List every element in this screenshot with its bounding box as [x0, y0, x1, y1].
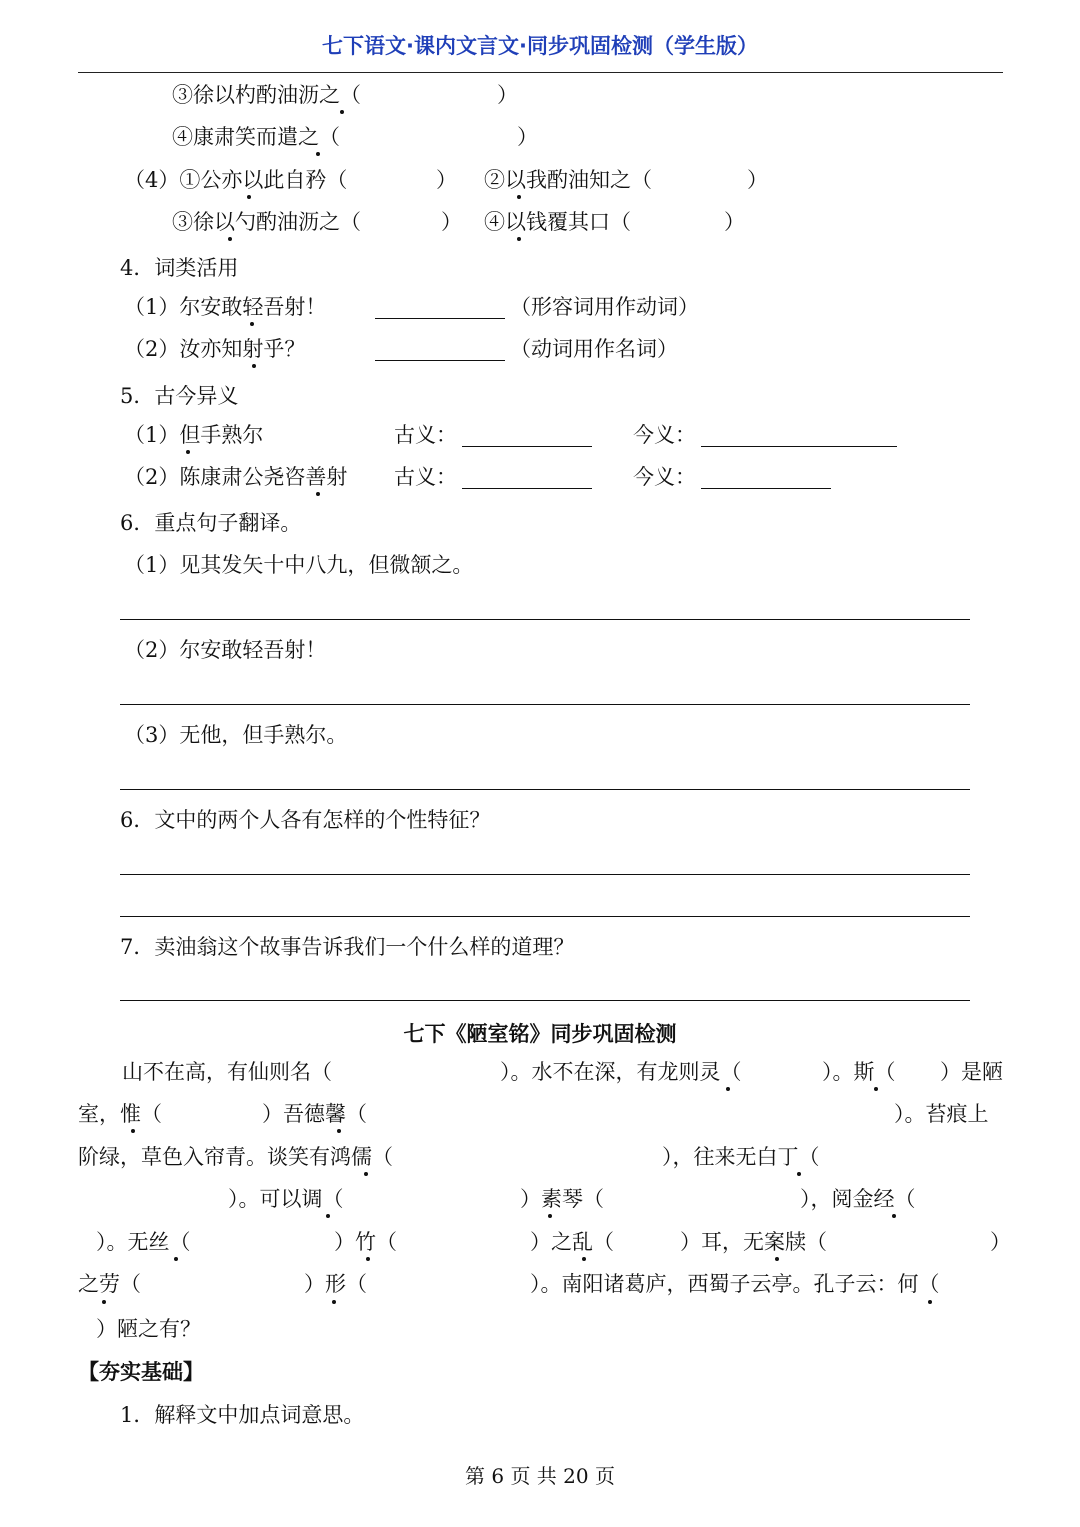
- emphasis-dot: [548, 1214, 552, 1218]
- emphasis-dot: [316, 492, 320, 496]
- q5-item2: （2）陈康肃公尧咨善射: [124, 465, 348, 489]
- emphasis-dot: [340, 110, 344, 114]
- lsm-p6b: ）形（: [304, 1272, 367, 1296]
- s3-r4-b-close: ）: [747, 168, 768, 192]
- s3-r4-b: ②以我酌油知之（: [484, 168, 652, 192]
- q6-sentence2: （2）尔安敢轻吾射！: [124, 638, 327, 662]
- s3-line1: ③徐以杓酌油沥之（: [172, 83, 361, 107]
- lsm-p5b: ）竹（: [334, 1230, 397, 1254]
- lsm-p7: ）陋之有？: [96, 1317, 201, 1341]
- q4-item1-blank[interactable]: [375, 296, 505, 319]
- q5-item1-gu-blank[interactable]: [462, 424, 592, 447]
- lsm-p1c: ）。斯（: [822, 1060, 896, 1084]
- lsm-p2c: ）。苔痕上: [894, 1102, 989, 1126]
- emphasis-dot: [928, 1300, 932, 1304]
- q6-sentence1: （1）见其发矢十中八九，但微颔之。: [124, 553, 474, 577]
- s3-line1-close: ）: [497, 83, 518, 107]
- emphasis-dot: [316, 152, 320, 156]
- q6-title: 6．重点句子翻译。: [120, 511, 302, 535]
- q5-item1-jin-blank[interactable]: [701, 424, 897, 447]
- lsm-p5d: ）耳，无案牍（: [680, 1230, 827, 1254]
- q6-answer-line3[interactable]: [120, 789, 970, 790]
- q4-item1-note: （形容词用作动词）: [510, 295, 699, 319]
- emphasis-dot: [186, 450, 190, 454]
- q5-item1-jin-label: 今义：: [633, 423, 696, 447]
- page-footer: 第 6 页 共 20 页: [465, 1464, 615, 1488]
- q6-answer-line2[interactable]: [120, 704, 970, 705]
- emphasis-dot: [775, 1257, 779, 1261]
- emphasis-dot: [250, 322, 254, 326]
- q7-title: 7．卖油翁这个故事告诉我们一个什么样的道理？: [120, 935, 575, 959]
- lsm-p5e: ）: [990, 1230, 1011, 1254]
- q6-sentence3: （3）无他，但手熟尔。: [124, 723, 348, 747]
- lsm-p5a: ）。无丝（: [96, 1230, 191, 1254]
- emphasis-dot: [582, 1257, 586, 1261]
- s3-r4-d: ④以钱覆其口（: [484, 210, 631, 234]
- lsm-p3b: ），往来无白丁（: [662, 1145, 820, 1169]
- emphasis-dot: [131, 1129, 135, 1133]
- s3-r4-c: ③徐以勺酌油沥之（: [172, 210, 361, 234]
- emphasis-dot: [797, 1172, 801, 1176]
- emphasis-dot: [892, 1214, 896, 1218]
- q4-item1: （1）尔安敢轻吾射！: [124, 295, 327, 319]
- emphasis-dot: [366, 1257, 370, 1261]
- q5-title: 5．古今异义: [120, 384, 239, 408]
- lsm-p4b: ）素琴（: [520, 1187, 604, 1211]
- q6b-title: 6．文中的两个人各有怎样的个性特征？: [120, 808, 491, 832]
- s3-r4-c-close: ）: [441, 210, 462, 234]
- emphasis-dot: [102, 1300, 106, 1304]
- lsm-p4a: ）。可以调（: [228, 1187, 344, 1211]
- lsm-p5c: ）之乱（: [530, 1230, 614, 1254]
- emphasis-dot: [726, 1087, 730, 1091]
- lsm-q1: 1．解释文中加点词意思。: [120, 1403, 365, 1427]
- q4-item2-blank[interactable]: [375, 338, 505, 361]
- emphasis-dot: [326, 1214, 330, 1218]
- emphasis-dot: [874, 1087, 878, 1091]
- page-header: 七下语文·课内文言文·同步巩固检测（学生版）: [322, 34, 758, 58]
- q6-answer-line1[interactable]: [120, 619, 970, 620]
- q5-item1-gu-label: 古义：: [394, 423, 457, 447]
- lsm-p1a: 山不在高，有仙则名（: [122, 1060, 332, 1084]
- lsm-p2b: ）吾德馨（: [262, 1102, 367, 1126]
- s3-line2-close: ）: [517, 125, 538, 149]
- lsm-p6c: ）。南阳诸葛庐，西蜀子云亭。孔子云：何（: [530, 1272, 940, 1296]
- q7-answer-line[interactable]: [120, 1000, 970, 1001]
- s3-r4-a-close: ）: [436, 168, 457, 192]
- emphasis-dot: [228, 237, 232, 241]
- lsm-title: 七下《陋室铭》同步巩固检测: [403, 1021, 677, 1046]
- q6b-answer-line1[interactable]: [120, 874, 970, 875]
- emphasis-dot: [252, 364, 256, 368]
- q5-item2-gu-label: 古义：: [394, 465, 457, 489]
- s3-r4-a: （4）①公亦以此自矜（: [124, 168, 348, 192]
- q5-item2-jin-blank[interactable]: [701, 466, 831, 489]
- lsm-p6a: 之劳（: [78, 1272, 141, 1296]
- s3-line2: ④康肃笑而遣之（: [172, 125, 340, 149]
- q6b-answer-line2[interactable]: [120, 916, 970, 917]
- q4-item2-note: （动词用作名词）: [510, 337, 678, 361]
- lsm-p3a: 阶绿，草色入帘青。谈笑有鸿儒（: [78, 1145, 393, 1169]
- emphasis-dot: [517, 195, 521, 199]
- q5-item2-gu-blank[interactable]: [462, 466, 592, 489]
- emphasis-dot: [364, 1172, 368, 1176]
- emphasis-dot: [517, 237, 521, 241]
- emphasis-dot: [247, 195, 251, 199]
- section-heading: 【夯实基础】: [78, 1359, 204, 1384]
- lsm-p1d: ）是陋: [940, 1060, 1003, 1084]
- emphasis-dot: [174, 1257, 178, 1261]
- q5-item2-jin-label: 今义：: [633, 465, 696, 489]
- q4-title: 4．词类活用: [120, 256, 239, 280]
- q5-item1: （1）但手熟尔: [124, 423, 264, 447]
- header-rule: [78, 72, 1003, 73]
- lsm-p4c: ），阅金经（: [800, 1187, 916, 1211]
- emphasis-dot: [332, 1300, 336, 1304]
- lsm-p1b: ）。水不在深，有龙则灵（: [500, 1060, 742, 1084]
- q4-item2: （2）汝亦知射乎？: [124, 337, 306, 361]
- lsm-p2a: 室，惟（: [78, 1102, 162, 1126]
- s3-r4-d-close: ）: [724, 210, 745, 234]
- emphasis-dot: [337, 1129, 341, 1133]
